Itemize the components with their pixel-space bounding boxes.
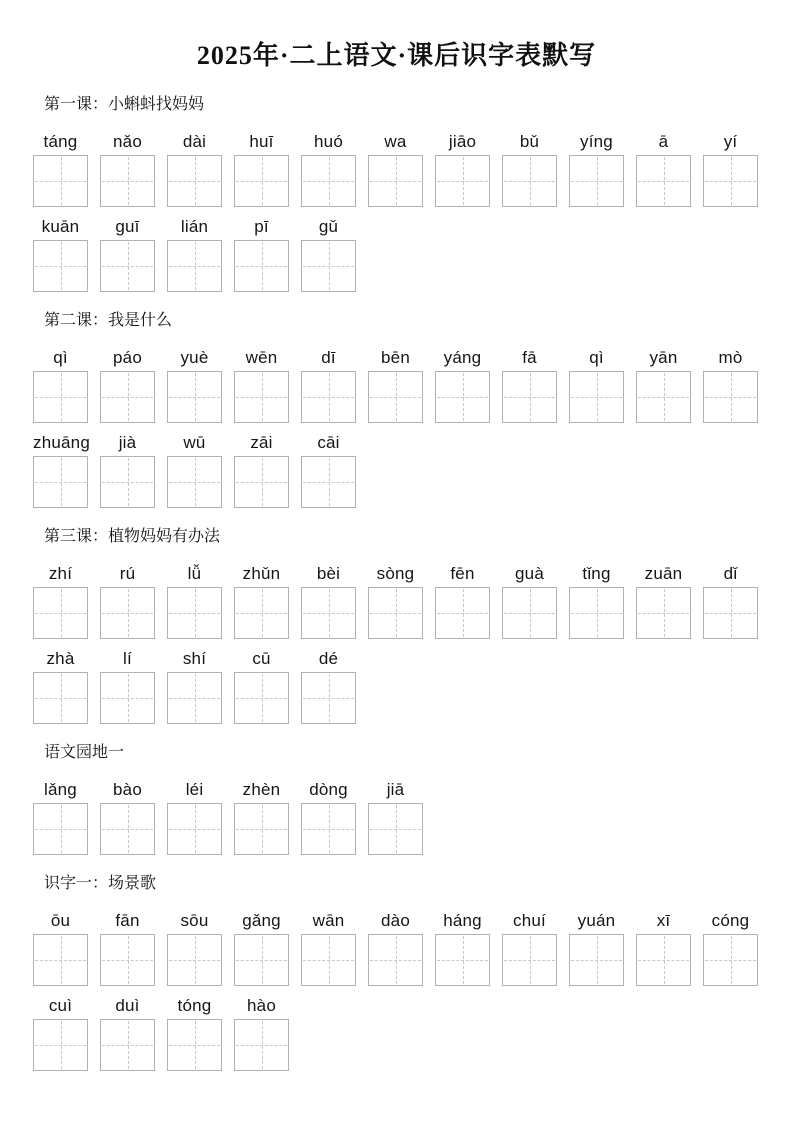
character-cell xyxy=(100,129,155,207)
character-cell xyxy=(435,908,490,986)
pinyin-label: huī xyxy=(249,132,274,151)
tianzige-box xyxy=(301,456,356,508)
tianzige-box xyxy=(435,934,490,986)
pinyin-label: jiā xyxy=(386,780,405,799)
pinyin-row xyxy=(33,345,793,423)
character-cell xyxy=(301,777,356,855)
tianzige-box xyxy=(234,587,289,639)
tianzige-box xyxy=(33,371,88,423)
character-cell xyxy=(100,777,155,855)
pinyin-label: cāi xyxy=(317,433,340,452)
character-cell xyxy=(502,908,557,986)
pinyin-label: cū xyxy=(252,649,271,668)
pinyin-label: tǐng xyxy=(582,564,611,583)
pinyin-label: tóng xyxy=(177,996,212,1015)
tianzige-box xyxy=(100,1019,155,1071)
pinyin-label: shí xyxy=(182,649,207,668)
pinyin-label: gǔ xyxy=(318,217,339,236)
tianzige-box xyxy=(368,803,423,855)
character-cell xyxy=(368,129,423,207)
tianzige-box xyxy=(33,456,88,508)
pinyin-label: yí xyxy=(723,132,738,151)
pinyin-label: cuì xyxy=(48,996,73,1015)
pinyin-label: sòng xyxy=(376,564,415,583)
tianzige-box xyxy=(33,155,88,207)
tianzige-box xyxy=(167,672,222,724)
pinyin-label: wū xyxy=(183,433,206,452)
character-cell xyxy=(33,908,88,986)
tianzige-box xyxy=(502,587,557,639)
character-cell xyxy=(33,214,88,292)
character-cell xyxy=(636,345,691,423)
tianzige-box xyxy=(636,587,691,639)
character-cell xyxy=(234,561,289,639)
pinyin-label: xī xyxy=(656,911,671,930)
tianzige-box xyxy=(569,155,624,207)
character-cell xyxy=(167,561,222,639)
character-cell xyxy=(569,129,624,207)
character-cell xyxy=(100,430,155,508)
pinyin-label: zhí xyxy=(48,564,73,583)
character-cell xyxy=(234,345,289,423)
character-cell xyxy=(301,561,356,639)
section-header: 识字一：场景歌 xyxy=(44,875,157,892)
pinyin-label: yíng xyxy=(580,132,613,151)
pinyin-label: zhǔn xyxy=(242,564,281,583)
character-cell xyxy=(100,345,155,423)
tianzige-box xyxy=(569,587,624,639)
character-cell xyxy=(234,777,289,855)
tianzige-box xyxy=(234,456,289,508)
pinyin-label: zuān xyxy=(644,564,683,583)
tianzige-box xyxy=(100,803,155,855)
tianzige-box xyxy=(100,371,155,423)
character-cell xyxy=(301,129,356,207)
pinyin-row xyxy=(33,430,793,508)
pinyin-row xyxy=(33,214,793,292)
character-cell xyxy=(703,129,758,207)
character-cell xyxy=(435,345,490,423)
pinyin-label: dé xyxy=(318,649,339,668)
pinyin-label: fān xyxy=(115,911,140,930)
character-cell xyxy=(435,129,490,207)
pinyin-label: guī xyxy=(115,217,140,236)
pinyin-label: wa xyxy=(384,132,407,151)
character-cell xyxy=(167,129,222,207)
page-title: 2025年·二上语文·课后识字表默写 xyxy=(196,41,597,70)
tianzige-box xyxy=(100,934,155,986)
tianzige-box xyxy=(636,371,691,423)
pinyin-row xyxy=(33,129,793,207)
pinyin-label: rú xyxy=(119,564,136,583)
tianzige-box xyxy=(100,456,155,508)
pinyin-label: yān xyxy=(649,348,678,367)
tianzige-box xyxy=(703,934,758,986)
pinyin-label: wān xyxy=(312,911,345,930)
tianzige-box xyxy=(301,803,356,855)
section-header: 第二课：我是什么 xyxy=(44,312,173,329)
pinyin-label: yuán xyxy=(577,911,616,930)
tianzige-box xyxy=(167,934,222,986)
pinyin-label: bǔ xyxy=(519,132,540,151)
character-cell xyxy=(703,908,758,986)
tianzige-box xyxy=(33,1019,88,1071)
character-cell xyxy=(703,561,758,639)
pinyin-label: fā xyxy=(522,348,537,367)
character-cell xyxy=(301,646,356,724)
character-cell xyxy=(636,561,691,639)
character-cell xyxy=(167,993,222,1071)
character-cell xyxy=(167,777,222,855)
tianzige-box xyxy=(167,1019,222,1071)
character-cell xyxy=(33,345,88,423)
pinyin-label: bēn xyxy=(381,348,410,367)
tianzige-box xyxy=(234,240,289,292)
character-cell xyxy=(569,908,624,986)
tianzige-box xyxy=(301,587,356,639)
character-cell xyxy=(167,430,222,508)
tianzige-box xyxy=(234,934,289,986)
pinyin-label: nǎo xyxy=(113,132,142,151)
tianzige-box xyxy=(167,155,222,207)
tianzige-box xyxy=(33,672,88,724)
tianzige-box xyxy=(234,672,289,724)
pinyin-label: dài xyxy=(182,132,207,151)
tianzige-box xyxy=(435,155,490,207)
tianzige-box xyxy=(703,371,758,423)
pinyin-row xyxy=(33,646,793,724)
pinyin-row xyxy=(33,561,793,639)
pinyin-label: léi xyxy=(185,780,204,799)
character-cell xyxy=(234,646,289,724)
tianzige-box xyxy=(502,934,557,986)
character-cell xyxy=(100,214,155,292)
tianzige-box xyxy=(301,672,356,724)
pinyin-label: zāi xyxy=(250,433,273,452)
section-header: 第三课：植物妈妈有办法 xyxy=(44,528,221,545)
character-cell xyxy=(502,561,557,639)
tianzige-box xyxy=(234,803,289,855)
tianzige-box xyxy=(435,587,490,639)
tianzige-box xyxy=(234,1019,289,1071)
pinyin-label: fēn xyxy=(450,564,475,583)
tianzige-box xyxy=(167,240,222,292)
tianzige-box xyxy=(167,803,222,855)
character-cell xyxy=(100,908,155,986)
tianzige-box xyxy=(368,934,423,986)
pinyin-label: yuè xyxy=(180,348,209,367)
tianzige-box xyxy=(167,371,222,423)
tianzige-box xyxy=(636,155,691,207)
pinyin-label: dī xyxy=(321,348,336,367)
pinyin-label: háng xyxy=(443,911,482,930)
pinyin-label: bào xyxy=(113,780,142,799)
pinyin-label: lí xyxy=(123,649,132,668)
pinyin-label: dào xyxy=(381,911,410,930)
tianzige-box xyxy=(301,155,356,207)
tianzige-box xyxy=(703,587,758,639)
character-cell xyxy=(368,908,423,986)
tianzige-box xyxy=(100,155,155,207)
pinyin-label: bèi xyxy=(316,564,341,583)
tianzige-box xyxy=(569,371,624,423)
tianzige-box xyxy=(33,803,88,855)
pinyin-label: lǎng xyxy=(44,780,77,799)
tianzige-box xyxy=(33,240,88,292)
pinyin-label: sōu xyxy=(180,911,209,930)
tianzige-box xyxy=(368,155,423,207)
pinyin-label: dòng xyxy=(309,780,348,799)
character-cell xyxy=(301,345,356,423)
pinyin-label: páo xyxy=(113,348,142,367)
pinyin-label: cóng xyxy=(711,911,750,930)
pinyin-label: pī xyxy=(254,217,269,236)
character-cell xyxy=(636,129,691,207)
pinyin-label: kuān xyxy=(41,217,80,236)
character-cell xyxy=(167,214,222,292)
tianzige-box xyxy=(234,155,289,207)
pinyin-label: hào xyxy=(247,996,276,1015)
tianzige-box xyxy=(167,587,222,639)
pinyin-label: qì xyxy=(53,348,68,367)
pinyin-label: ōu xyxy=(50,911,71,930)
character-cell xyxy=(435,561,490,639)
pinyin-label: mò xyxy=(718,348,743,367)
pinyin-label: zhà xyxy=(46,649,75,668)
pinyin-label: huó xyxy=(314,132,343,151)
character-cell xyxy=(368,561,423,639)
character-cell xyxy=(368,777,423,855)
pinyin-label: táng xyxy=(43,132,78,151)
pinyin-label: ā xyxy=(658,132,669,151)
tianzige-box xyxy=(569,934,624,986)
tianzige-box xyxy=(234,371,289,423)
pinyin-label: qì xyxy=(589,348,604,367)
character-cell xyxy=(368,345,423,423)
character-cell xyxy=(703,345,758,423)
sections-container xyxy=(0,96,793,1071)
tianzige-box xyxy=(100,240,155,292)
character-cell xyxy=(301,214,356,292)
tianzige-box xyxy=(301,934,356,986)
section-header: 语文园地一 xyxy=(44,744,125,761)
character-cell xyxy=(502,129,557,207)
pinyin-row xyxy=(33,993,793,1071)
tianzige-box xyxy=(636,934,691,986)
character-cell xyxy=(100,993,155,1071)
character-cell xyxy=(33,430,88,508)
tianzige-box xyxy=(301,371,356,423)
tianzige-box xyxy=(368,371,423,423)
tianzige-box xyxy=(435,371,490,423)
character-cell xyxy=(33,646,88,724)
pinyin-label: dǐ xyxy=(723,564,738,583)
pinyin-label: duì xyxy=(115,996,140,1015)
tianzige-box xyxy=(100,672,155,724)
pinyin-label: gǎng xyxy=(242,911,281,930)
pinyin-label: yáng xyxy=(443,348,482,367)
pinyin-label: lǚ xyxy=(187,564,202,583)
character-cell xyxy=(301,430,356,508)
tianzige-box xyxy=(100,587,155,639)
character-cell xyxy=(100,561,155,639)
tianzige-box xyxy=(301,240,356,292)
character-cell xyxy=(33,993,88,1071)
section-header: 第一课：小蝌蚪找妈妈 xyxy=(44,96,205,113)
character-cell xyxy=(234,430,289,508)
pinyin-row xyxy=(33,908,793,986)
character-cell xyxy=(33,129,88,207)
character-cell xyxy=(33,777,88,855)
tianzige-box xyxy=(368,587,423,639)
pinyin-row xyxy=(33,777,793,855)
character-cell xyxy=(301,908,356,986)
pinyin-label: wēn xyxy=(245,348,278,367)
character-cell xyxy=(569,345,624,423)
character-cell xyxy=(167,345,222,423)
tianzige-box xyxy=(502,155,557,207)
character-cell xyxy=(167,646,222,724)
character-cell xyxy=(234,908,289,986)
pinyin-label: zhèn xyxy=(242,780,281,799)
pinyin-label: lián xyxy=(180,217,209,236)
pinyin-label: jiāo xyxy=(448,132,477,151)
character-cell xyxy=(234,993,289,1071)
character-cell xyxy=(502,345,557,423)
character-cell xyxy=(167,908,222,986)
tianzige-box xyxy=(703,155,758,207)
pinyin-label: jià xyxy=(118,433,137,452)
pinyin-label: chuí xyxy=(513,911,546,930)
tianzige-box xyxy=(167,456,222,508)
pinyin-label: guà xyxy=(515,564,544,583)
character-cell xyxy=(569,561,624,639)
tianzige-box xyxy=(33,587,88,639)
character-cell xyxy=(234,129,289,207)
pinyin-label: zhuāng xyxy=(33,433,90,452)
tianzige-box xyxy=(502,371,557,423)
character-cell xyxy=(100,646,155,724)
character-cell xyxy=(234,214,289,292)
tianzige-box xyxy=(33,934,88,986)
character-cell xyxy=(33,561,88,639)
character-cell xyxy=(636,908,691,986)
